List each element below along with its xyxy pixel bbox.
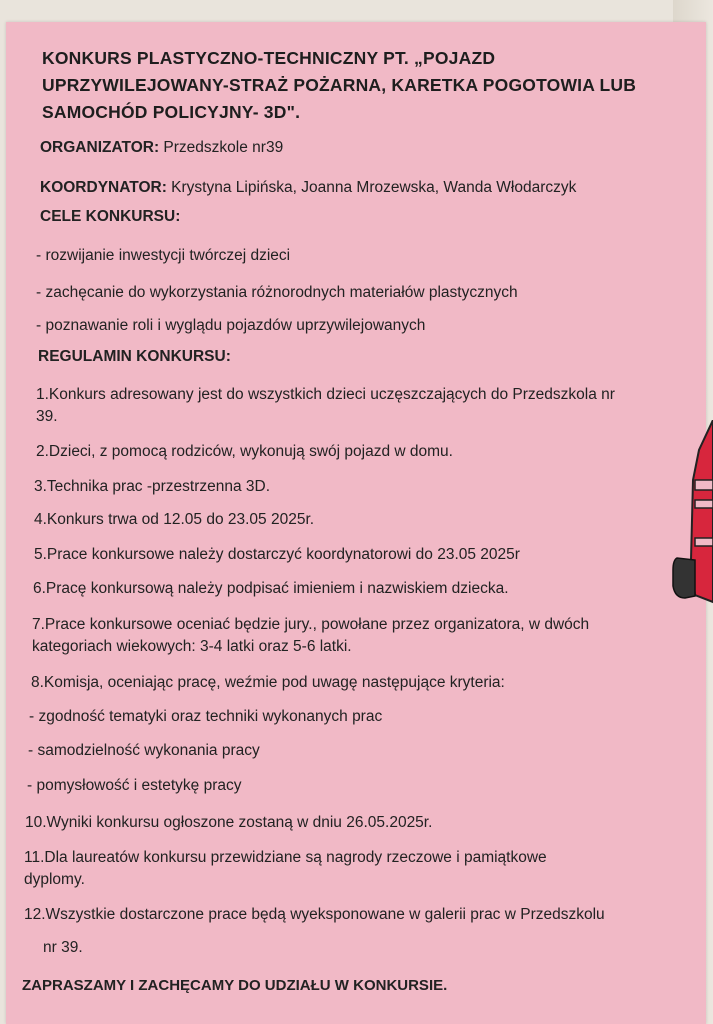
rule-2: 2.Dzieci, z pomocą rodziców, wykonują swój pojazd w domu. [36,443,453,460]
closing-invitation: ZAPRASZAMY I ZACHĘCAMY DO UDZIAŁU W KONKURSIE. [22,977,448,994]
rule-11-line-2: dyplomy. [24,871,85,888]
rule-5: 5.Prace konkursowe należy dostarczyć koordynatorowi do 23.05 2025r [34,546,520,563]
organizer-line [40,138,283,158]
coordinator-label: KOORDYNATOR: [40,179,167,196]
criteria-item: - samodzielność wykonania pracy [28,742,260,759]
rule-3: 3.Technika prac -przestrzenna 3D. [34,478,271,495]
rule-7-line-1: 7.Prace konkursowe oceniać będzie jury., powołane przez organizatora, w dwóch [32,616,590,633]
coordinator-value: Krystyna Lipińska, Joanna Mrozewska, Wanda Włodarczyk [166,179,577,196]
rule-7-line-2: kategoriach wiekowych: 3-4 latki oraz 5-6 latki. [32,638,352,655]
rule-12-line-1: 12.Wszystkie dostarczone prace będą wyeksponowane w galerii prac w Przedszkolu [24,906,605,923]
goals-heading: CELE KONKURSU: [40,208,181,225]
rule-1-line-1: 1.Konkurs adresowany jest do wszystkich dzieci uczęszczających do Przedszkola nr [36,386,615,403]
rule-6: 6.Pracę konkursową należy podpisać imieniem i nazwiskiem dziecka. [33,580,509,597]
rule-10: 10.Wyniki konkursu ogłoszone zostaną w dniu 26.05.2025r. [25,814,433,831]
organizer-label: ORGANIZATOR: [40,139,160,156]
rules-heading: REGULAMIN KONKURSU: [38,348,231,365]
rule-12-line-2: nr 39. [43,939,83,956]
coordinator-line [40,178,576,198]
goal-item: - rozwijanie inwestycji twórczej dzieci [36,247,291,264]
rule-11-line-1: 11.Dla laureatów konkursu przewidziane są nagrody rzeczowe i pamiątkowe [24,849,547,866]
goal-item: - zachęcanie do wykorzystania różnorodnych materiałów plastycznych [36,284,518,301]
rule-4: 4.Konkurs trwa od 12.05 do 23.05 2025r. [34,511,315,528]
rule-1-line-2: 39. [36,408,58,425]
goal-item: - poznawanie roli i wyglądu pojazdów uprzywilejowanych [36,317,426,334]
rule-8: 8.Komisja, oceniając pracę, weźmie pod uwagę następujące kryteria: [31,674,505,691]
fire-truck-drawing [669,420,713,610]
page-title: KONKURS PLASTYCZNO-TECHNICZNY PT. „POJAZD UPRZYWILEJOWANY-STRAŻ POŻARNA, KARETKA POGOTOWIA LUB SAMOCHÓD POLICYJNY- 3D". [42,48,637,122]
criteria-item: - zgodność tematyki oraz techniki wykonanych prac [29,708,383,725]
organizer-value: Przedszkole nr39 [159,139,284,156]
criteria-item: - pomysłowość i estetykę pracy [27,777,242,794]
